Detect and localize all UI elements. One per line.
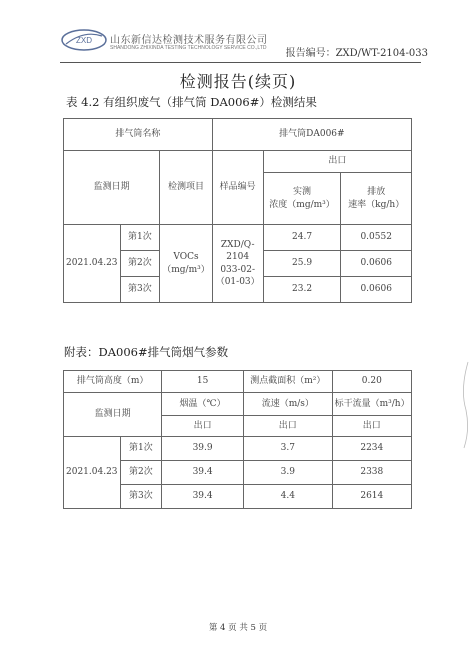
velocity-value: 4.4: [243, 485, 332, 509]
run-label: 第2次: [120, 461, 162, 485]
temp-value: 39.4: [162, 461, 244, 485]
stack-height-value: 15: [162, 371, 244, 393]
report-number: 报告编号：ZXD/WT-2104-033: [285, 48, 428, 59]
company-logo-icon: [60, 26, 108, 54]
outlet-header: 出口: [263, 151, 411, 173]
velocity-value: 3.7: [243, 437, 332, 461]
page-title: 检测报告(续页): [179, 72, 297, 91]
report-header: [60, 26, 428, 66]
flue-gas-params-table: [63, 370, 412, 509]
rate-value: 0.0606: [341, 277, 412, 303]
flow-value: 2234: [332, 437, 411, 461]
measured-conc-header: 实测 浓度（mg/m³）: [263, 173, 341, 225]
sample-header: 样品编号: [212, 151, 263, 225]
conc-value: 23.2: [263, 277, 341, 303]
section-area-label: 测点截面积（m²）: [243, 371, 332, 393]
run-label: 第2次: [120, 251, 160, 277]
table-row: [64, 225, 412, 251]
stack-name-value: 排气筒DA006#: [212, 119, 411, 151]
temp-header: 烟温（℃）: [162, 393, 244, 416]
flow-header: 标干流量（m³/h）: [332, 393, 411, 416]
flow-value: 2338: [332, 461, 411, 485]
page-footer: 第 4 页 共 5 页: [208, 623, 268, 633]
table1-caption: 表 4.2 有组织废气（排气筒 DA006#）检测结果: [66, 95, 317, 109]
company-name-cn: 山东新信达检测技术服务有限公司: [110, 35, 268, 46]
header-divider: [60, 62, 421, 63]
table-row: [64, 437, 412, 461]
appendix-caption: 附表：DA006#排气筒烟气参数: [64, 345, 229, 359]
conc-value: 25.9: [263, 251, 341, 277]
run-label: 第1次: [120, 225, 160, 251]
velocity-header: 流速（m/s）: [243, 393, 332, 416]
outlet-label: 出口: [162, 416, 244, 437]
sample-number: ZXD/Q-2104 033-02- （01-03）: [212, 225, 263, 303]
scan-edge-mark-icon: [456, 360, 470, 450]
outlet-label: 出口: [332, 416, 411, 437]
run-label: 第3次: [120, 277, 160, 303]
conc-value: 24.7: [263, 225, 341, 251]
run-label: 第1次: [120, 437, 162, 461]
section-area-value: 0.20: [332, 371, 411, 393]
rate-value: 0.0606: [341, 251, 412, 277]
stack-name-label: 排气筒名称: [64, 119, 213, 151]
svg-text:ZXD: ZXD: [76, 36, 92, 45]
exhaust-results-table: [63, 118, 412, 303]
date-header: 监测日期: [64, 393, 162, 437]
date-header: 监测日期: [64, 151, 160, 225]
emission-rate-header: 排放 速率（kg/h）: [341, 173, 412, 225]
item-header: 检测项目: [160, 151, 212, 225]
velocity-value: 3.9: [243, 461, 332, 485]
rate-value: 0.0552: [341, 225, 412, 251]
company-name-en: SHANDONG ZHIXINDA TESTING TECHNOLOGY SERVICE CO.,LTD: [110, 45, 267, 51]
monitoring-date: 2021.04.23: [64, 225, 121, 303]
monitoring-date: 2021.04.23: [64, 437, 121, 509]
temp-value: 39.4: [162, 485, 244, 509]
temp-value: 39.9: [162, 437, 244, 461]
stack-height-label: 排气筒高度（m）: [64, 371, 162, 393]
run-label: 第3次: [120, 485, 162, 509]
item-value: VOCs （mg/m³）: [160, 225, 212, 303]
outlet-label: 出口: [243, 416, 332, 437]
flow-value: 2614: [332, 485, 411, 509]
